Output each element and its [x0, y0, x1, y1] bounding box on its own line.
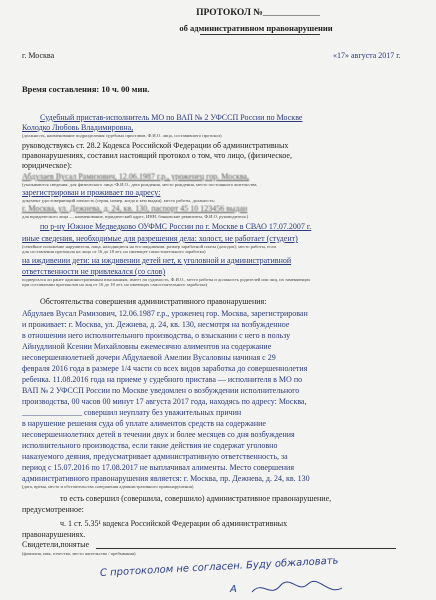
- circ-line-4: несовершеннолетней дочери Абдулаевой Амелии Вусаловны начиная с 29: [22, 353, 276, 362]
- conclusion-line1: то есть совершил (совершила, совершило) административное правонарушение,: [60, 494, 332, 503]
- circ-line-3: Айнудлиной Ксении Михайловны ежемесячно алиментов на содержание: [22, 342, 272, 351]
- document-title: ПРОТОКОЛ №____________: [196, 8, 320, 18]
- witnesses-label: Свидетели,понятые: [22, 540, 89, 549]
- person-line1: Абдулаев Вусал Рамизович, 12.06.1987 г.р., уроженец гор. Москва,: [22, 172, 249, 181]
- official-caption: (должность, наименование подразделения судебных приставов, Ф.И.О. лица, составившего протокол): [22, 133, 222, 138]
- person-caption7b: при составлении протоколов на лиц от 16 до 18 лет, но имеющих самостоятельного заработка): [22, 282, 208, 287]
- person-line2: зарегистрирован и проживает по адресу:: [22, 188, 161, 197]
- conclusion-line3: ч. 1 ст. 5.35¹ кодекса Российской Федерации об административных: [60, 519, 288, 528]
- person-caption2: документ удостоверяющий личность (серия, номер, когда и кем выдан), место работы, должность;: [22, 198, 215, 203]
- person-line7: ответственности не привлекался (со слов): [22, 267, 166, 276]
- time-of-drafting: Время составления: 10 ч. 00 мин.: [22, 84, 150, 94]
- official-text1: руководствуясь ст. 28.2 Кодекса Российской Федерации об административных: [22, 141, 289, 150]
- witnesses-line: [96, 548, 396, 549]
- document-subtitle: об административном правонарушении: [179, 23, 333, 33]
- circ-line-10: в нарушение решения суда об уплате алиментов средств на содержание: [22, 419, 266, 428]
- conclusion-line2: предусмотренное:: [22, 505, 84, 514]
- person-caption7: подвергался ли ранее административным взысканиям, имеет ли судимость, Ф.И.О., место работы и должность родителей или лиц, их заменяющих: [22, 277, 311, 282]
- person-line6: на иждивении дети: на иждивении детей нет, к уголовной и административной: [22, 256, 292, 265]
- person-line4: по р-ну Южное Медведково ОУФМС России по г. Москве в СВАО 17.07.2007 г.: [40, 222, 312, 231]
- circ-line-5: февраля 2016 года в размере 1/4 части со всех видов заработка до совершеннолетия: [22, 364, 308, 373]
- person-caption3: для юридического лица — наименование, юридический адрес, ИНН, банковские реквизиты, Ф.И.О. руководителя.): [22, 214, 249, 219]
- city: г. Москва: [22, 51, 55, 60]
- circ-line-7: ВАП № 2 УФССП России по Москве уведомлен о возбуждении исполнительного: [22, 386, 300, 395]
- official-line2: Колодко Любовь Владимировна,: [22, 123, 134, 132]
- circ-line-9: _______________ совершил неуплату без уважительных причин: [22, 408, 242, 417]
- person-caption5b: для составления протокола на лицо от 16 до 18 лет, но имеющее самостоятельного заработка): [22, 249, 206, 254]
- circ-line-13: наказуемого деяния, предусматривает административную ответственность, за: [22, 452, 288, 461]
- circ-line-11: несовершеннолетних детей в течении двух и более месяцев со дня возбуждения: [22, 430, 295, 439]
- person-caption5: (семейное положение нарушителя, лица, находящиеся на его иждивении, размер заработной платы (доходов), место работы, если: [22, 244, 276, 249]
- circ-line-1: и проживает: г. Москва, ул. Дежнева, д. 24, кв. 130, несмотря на возбужденное: [22, 320, 290, 329]
- handwritten-objection: С протоколом не согласен. Буду обжаловать: [99, 555, 339, 579]
- circ-line-8: производства, 00 часов 00 минут 17 августа 2017 года, находясь по адресу: Москва,: [22, 397, 307, 406]
- official-line1: Судебный пристав-исполнитель МО по ВАП № 2 УФССП России по Москве: [40, 113, 303, 122]
- conclusion-line4: правонарушениях.: [22, 530, 86, 539]
- circ-line-12: исполнительного производства, если такие действия не содержат уголовно: [22, 441, 278, 450]
- circumstances-caption: (дата, время, место и обстоятельства совершения административного правонарушения): [22, 484, 194, 489]
- signature-scribble: [250, 578, 350, 598]
- handwritten-initials: А: [230, 584, 237, 595]
- official-text3: юридическое):: [22, 161, 72, 170]
- protocol-date: «17» августа 2017 г.: [333, 51, 401, 60]
- person-line3: г. Москва, ул. Дежнева, д. 24, кв. 130, паспорт 45 10 123456 выдан: [22, 204, 248, 213]
- person-caption1: (указываются сведения: для физического лица -Ф.И.О., дата рождения, место рождения, место постоянного жительства,: [22, 182, 258, 187]
- circ-line-6: ребенка. 11.08.2016 года на приеме у судебного пристава — исполнителя в МО по: [22, 375, 303, 384]
- subtitle-underline: [200, 34, 320, 35]
- witnesses-caption: (фамилия, имя, отчество, место жительства / пребывания): [22, 551, 136, 556]
- official-text2: правонарушениях, составил настоящий протокол о том, что лицо, (физическое,: [22, 151, 292, 160]
- circ-line-2: в отношении него исполнительного производства, о взыскании с него в пользу: [22, 331, 291, 340]
- circ-line-15: административного правонарушения является: г. Москва, пр. Дежнева, д. 24, кв. 130: [22, 474, 310, 483]
- circ-line-14: период с 15.07.2016 по 17.08.2017 не выплачивал алименты. Место совершения: [22, 463, 295, 472]
- circ-line-0: Абдулаев Вусал Рамизович, 12.06.1987 г.р., уроженец гор. Москва, зарегистрирован: [22, 309, 308, 318]
- person-line5: иные сведения, необходимые для разрешения дела: холост, не работает (студент): [22, 234, 298, 243]
- circumstances-heading: Обстоятельства совершения административного правонарушения:: [40, 297, 267, 306]
